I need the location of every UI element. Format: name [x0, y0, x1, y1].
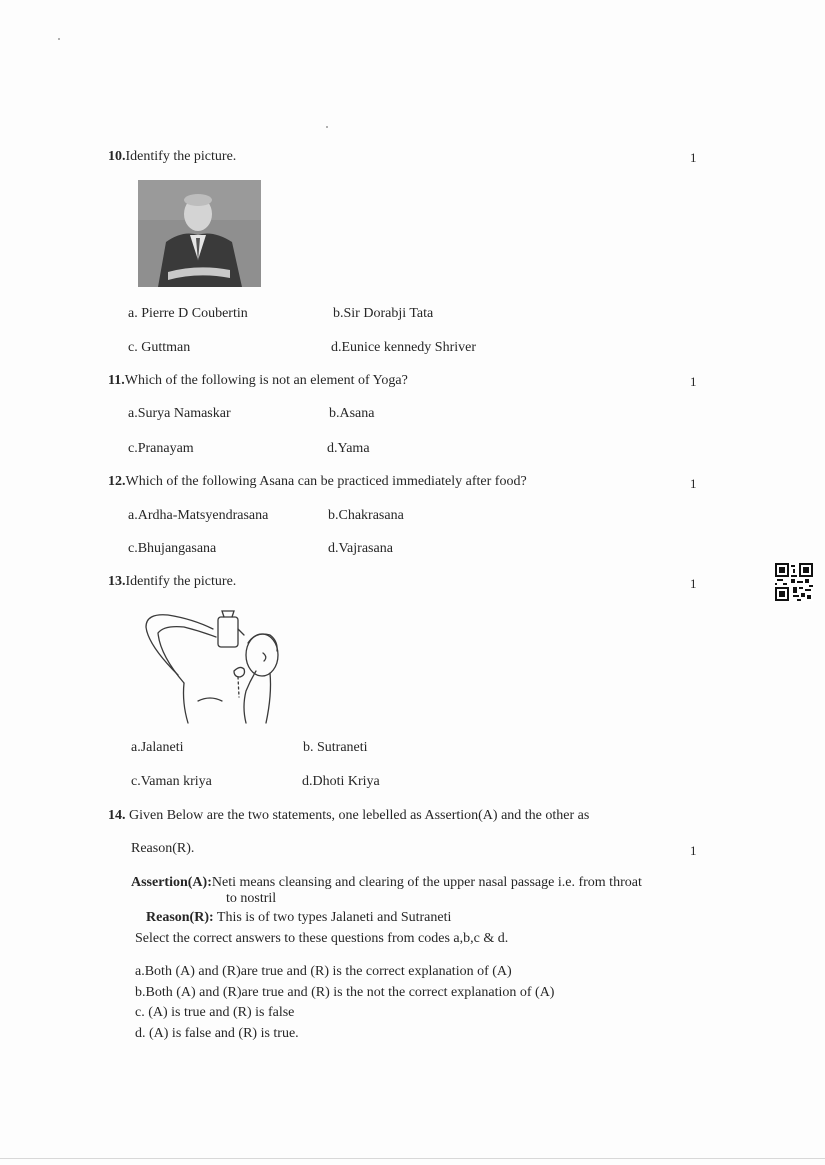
scan-speck — [326, 126, 328, 128]
option-d: d.Dhoti Kriya — [302, 774, 380, 789]
assertion-statement — [131, 875, 642, 891]
question-12 — [108, 474, 527, 490]
question-number: 10. — [108, 149, 126, 164]
option-a: a.Ardha-Matsyendrasana — [128, 508, 269, 523]
question-10 — [108, 149, 236, 165]
option-c: c. Guttman — [128, 340, 191, 355]
question-text: Given Below are the two statements, one lebelled as Assertion(A) and the other as — [129, 808, 590, 823]
question-text: Which of the following is not an element of Yoga? — [124, 373, 408, 388]
option-a: a. Pierre D Coubertin — [128, 306, 248, 321]
option-b: b. Sutraneti — [303, 740, 368, 755]
jalaneti-illustration — [138, 605, 288, 725]
question-number: 14. — [108, 808, 126, 823]
question-number: 13. — [108, 574, 126, 589]
portrait-photo — [138, 180, 261, 287]
instruction-text: Select the correct answers to these questions from codes a,b,c & d. — [135, 931, 509, 946]
reason-label: Reason(R): — [146, 910, 214, 925]
option-a: a.Jalaneti — [131, 740, 184, 755]
assertion-text-continued: to nostril — [226, 891, 277, 906]
question-14 — [108, 808, 589, 824]
option-b: b.Both (A) and (R)are true and (R) is the not the correct explanation of (A) — [135, 985, 555, 1000]
question-text: Identify the picture. — [125, 149, 237, 164]
reason-statement — [146, 910, 451, 926]
question-text: Identify the picture. — [125, 574, 237, 589]
marks-label: 1 — [690, 843, 697, 858]
marks-label: 1 — [690, 476, 697, 491]
option-c: c.Pranayam — [128, 441, 194, 456]
assertion-label: Assertion(A): — [131, 875, 212, 890]
question-number: 11. — [108, 373, 125, 388]
reason-text: This is of two types Jalaneti and Sutraneti — [213, 910, 452, 925]
person-with-neti-pot-image — [138, 605, 288, 725]
option-d: d.Eunice kennedy Shriver — [331, 340, 477, 355]
question-13 — [108, 574, 236, 590]
page-bottom-edge — [0, 1158, 825, 1159]
option-d: d.Yama — [327, 441, 370, 456]
option-c: c.Bhujangasana — [128, 541, 217, 556]
marks-label: 1 — [690, 374, 697, 389]
assertion-text: Neti means cleansing and clearing of the upper nasal passage i.e. from throat — [211, 875, 642, 890]
option-d: d.Vajrasana — [328, 541, 393, 556]
qr-code — [775, 563, 813, 601]
option-b: b.Asana — [329, 406, 375, 421]
option-b: b.Sir Dorabji Tata — [333, 306, 434, 321]
option-b: b.Chakrasana — [328, 508, 404, 523]
option-d: d. (A) is false and (R) is true. — [135, 1026, 299, 1041]
question-text-continued: Reason(R). — [131, 841, 195, 856]
portrait-image — [138, 180, 261, 287]
question-text: Which of the following Asana can be practiced immediately after food? — [125, 474, 527, 489]
scan-speck — [58, 38, 60, 40]
qr-code-graphic — [775, 563, 813, 601]
marks-label: 1 — [690, 576, 697, 591]
marks-label: 1 — [690, 150, 697, 165]
option-c: c.Vaman kriya — [131, 774, 212, 789]
question-11 — [108, 373, 408, 389]
option-c: c. (A) is true and (R) is false — [135, 1005, 295, 1020]
question-number: 12. — [108, 474, 126, 489]
option-a: a.Surya Namaskar — [128, 406, 231, 421]
option-a: a.Both (A) and (R)are true and (R) is the correct explanation of (A) — [135, 964, 512, 979]
